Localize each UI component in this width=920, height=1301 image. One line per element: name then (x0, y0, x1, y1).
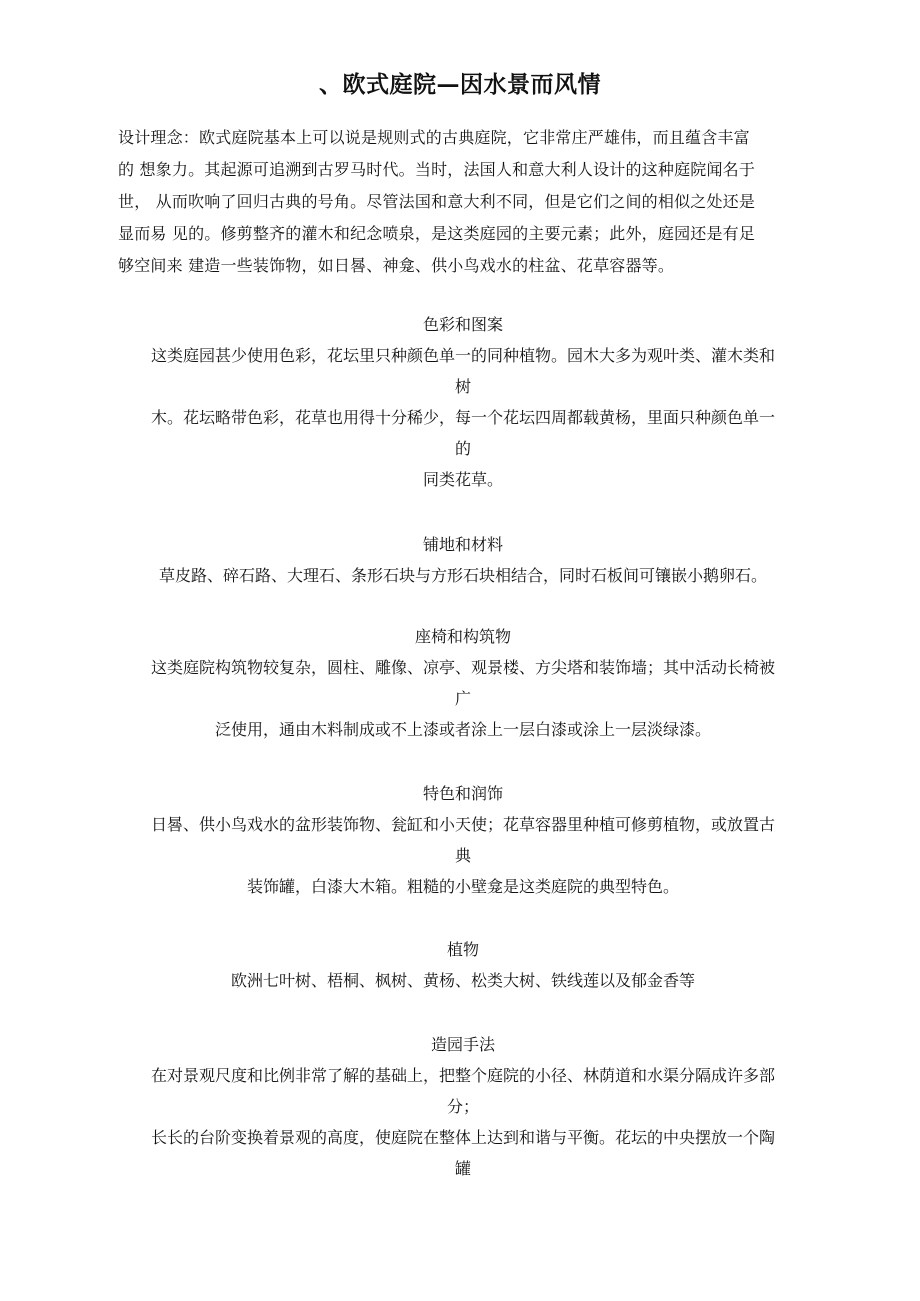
section-line: 欧洲七叶树、梧桐、枫树、黄杨、松类大树、铁线莲以及郁金香等 (230, 971, 695, 990)
section-line: 这类庭园甚少使用色彩，花坛里只种颜色单一的同种植物。园木大多为观叶类、灌木类和 (150, 346, 775, 365)
section-heading: 色彩和图案 (422, 315, 503, 334)
intro-line: 设计理念：欧式庭院基本上可以说是规则式的古典庭院，它非常庄严雄伟，而且蕴含丰富 (118, 128, 750, 147)
section-line: 广 (454, 689, 471, 708)
section-line: 长长的台阶变换着景观的高度，使庭院在整体上达到和谐与平衡。花坛的中央摆放一个陶 (150, 1128, 775, 1147)
section-heading: 造园手法 (430, 1035, 495, 1054)
intro-line: 的 想象力。其起源可追溯到古罗马时代。当时，法国人和意大利人设计的这种庭院闻名于 (118, 160, 756, 179)
section-line: 树 (454, 377, 471, 396)
section-line: 典 (454, 846, 471, 865)
intro-paragraph (118, 122, 808, 282)
section-line: 分； (446, 1097, 479, 1116)
section-paving-materials (118, 530, 808, 591)
section-line: 同类花草。 (422, 470, 503, 489)
section-line: 这类庭院构筑物较复杂，圆柱、雕像、凉亭、观景楼、方尖塔和装饰墙；其中活动长椅被 (150, 658, 775, 677)
section-line: 在对景观尺度和比例非常了解的基础上，把整个庭院的小径、林荫道和水渠分隔成许多部 (150, 1066, 775, 1085)
section-heading: 特色和润饰 (422, 784, 503, 803)
section-heading: 植物 (446, 940, 479, 959)
section-heading: 铺地和材料 (422, 535, 503, 554)
section-line: 装饰罐，白漆大木箱。粗糙的小壁龛是这类庭院的典型特色。 (246, 877, 679, 896)
page-title: 、欧式庭院—因水景而风情 (319, 71, 601, 98)
section-line: 草皮路、碎石路、大理石、条形石块与方形石块相结合，同时石板间可镶嵌小鹅卵石。 (158, 566, 767, 585)
section-garden-techniques (118, 1030, 808, 1184)
section-colors-patterns (118, 310, 808, 495)
section-line: 日晷、供小鸟戏水的盆形装饰物、瓮缸和小天使；花草容器里种植可修剪植物，或放置古 (150, 815, 775, 834)
section-features-finishing (118, 779, 808, 902)
section-line: 泛使用，通由木料制成或不上漆或者涂上一层白漆或涂上一层淡绿漆。 (214, 720, 711, 739)
intro-line: 够空间来 建造一些装饰物，如日晷、神龛、供小鸟戏水的柱盆、花草容器等。 (118, 256, 675, 275)
section-plants (118, 935, 808, 996)
section-line: 的 (454, 439, 471, 458)
section-heading: 座椅和构筑物 (414, 627, 511, 646)
section-line: 罐 (454, 1159, 471, 1178)
section-line: 木。花坛略带色彩，花草也用得十分稀少，每一个花坛四周都载黄杨，里面只种颜色单一 (150, 408, 775, 427)
intro-line: 世， 从而吹响了回归古典的号角。尽管法国和意大利不同，但是它们之间的相似之处还是 (118, 192, 756, 211)
section-seating-structures (118, 622, 808, 745)
intro-line: 显而易 见的。修剪整齐的灌木和纪念喷泉，是这类庭园的主要元素；此外，庭园还是有足 (118, 224, 756, 243)
